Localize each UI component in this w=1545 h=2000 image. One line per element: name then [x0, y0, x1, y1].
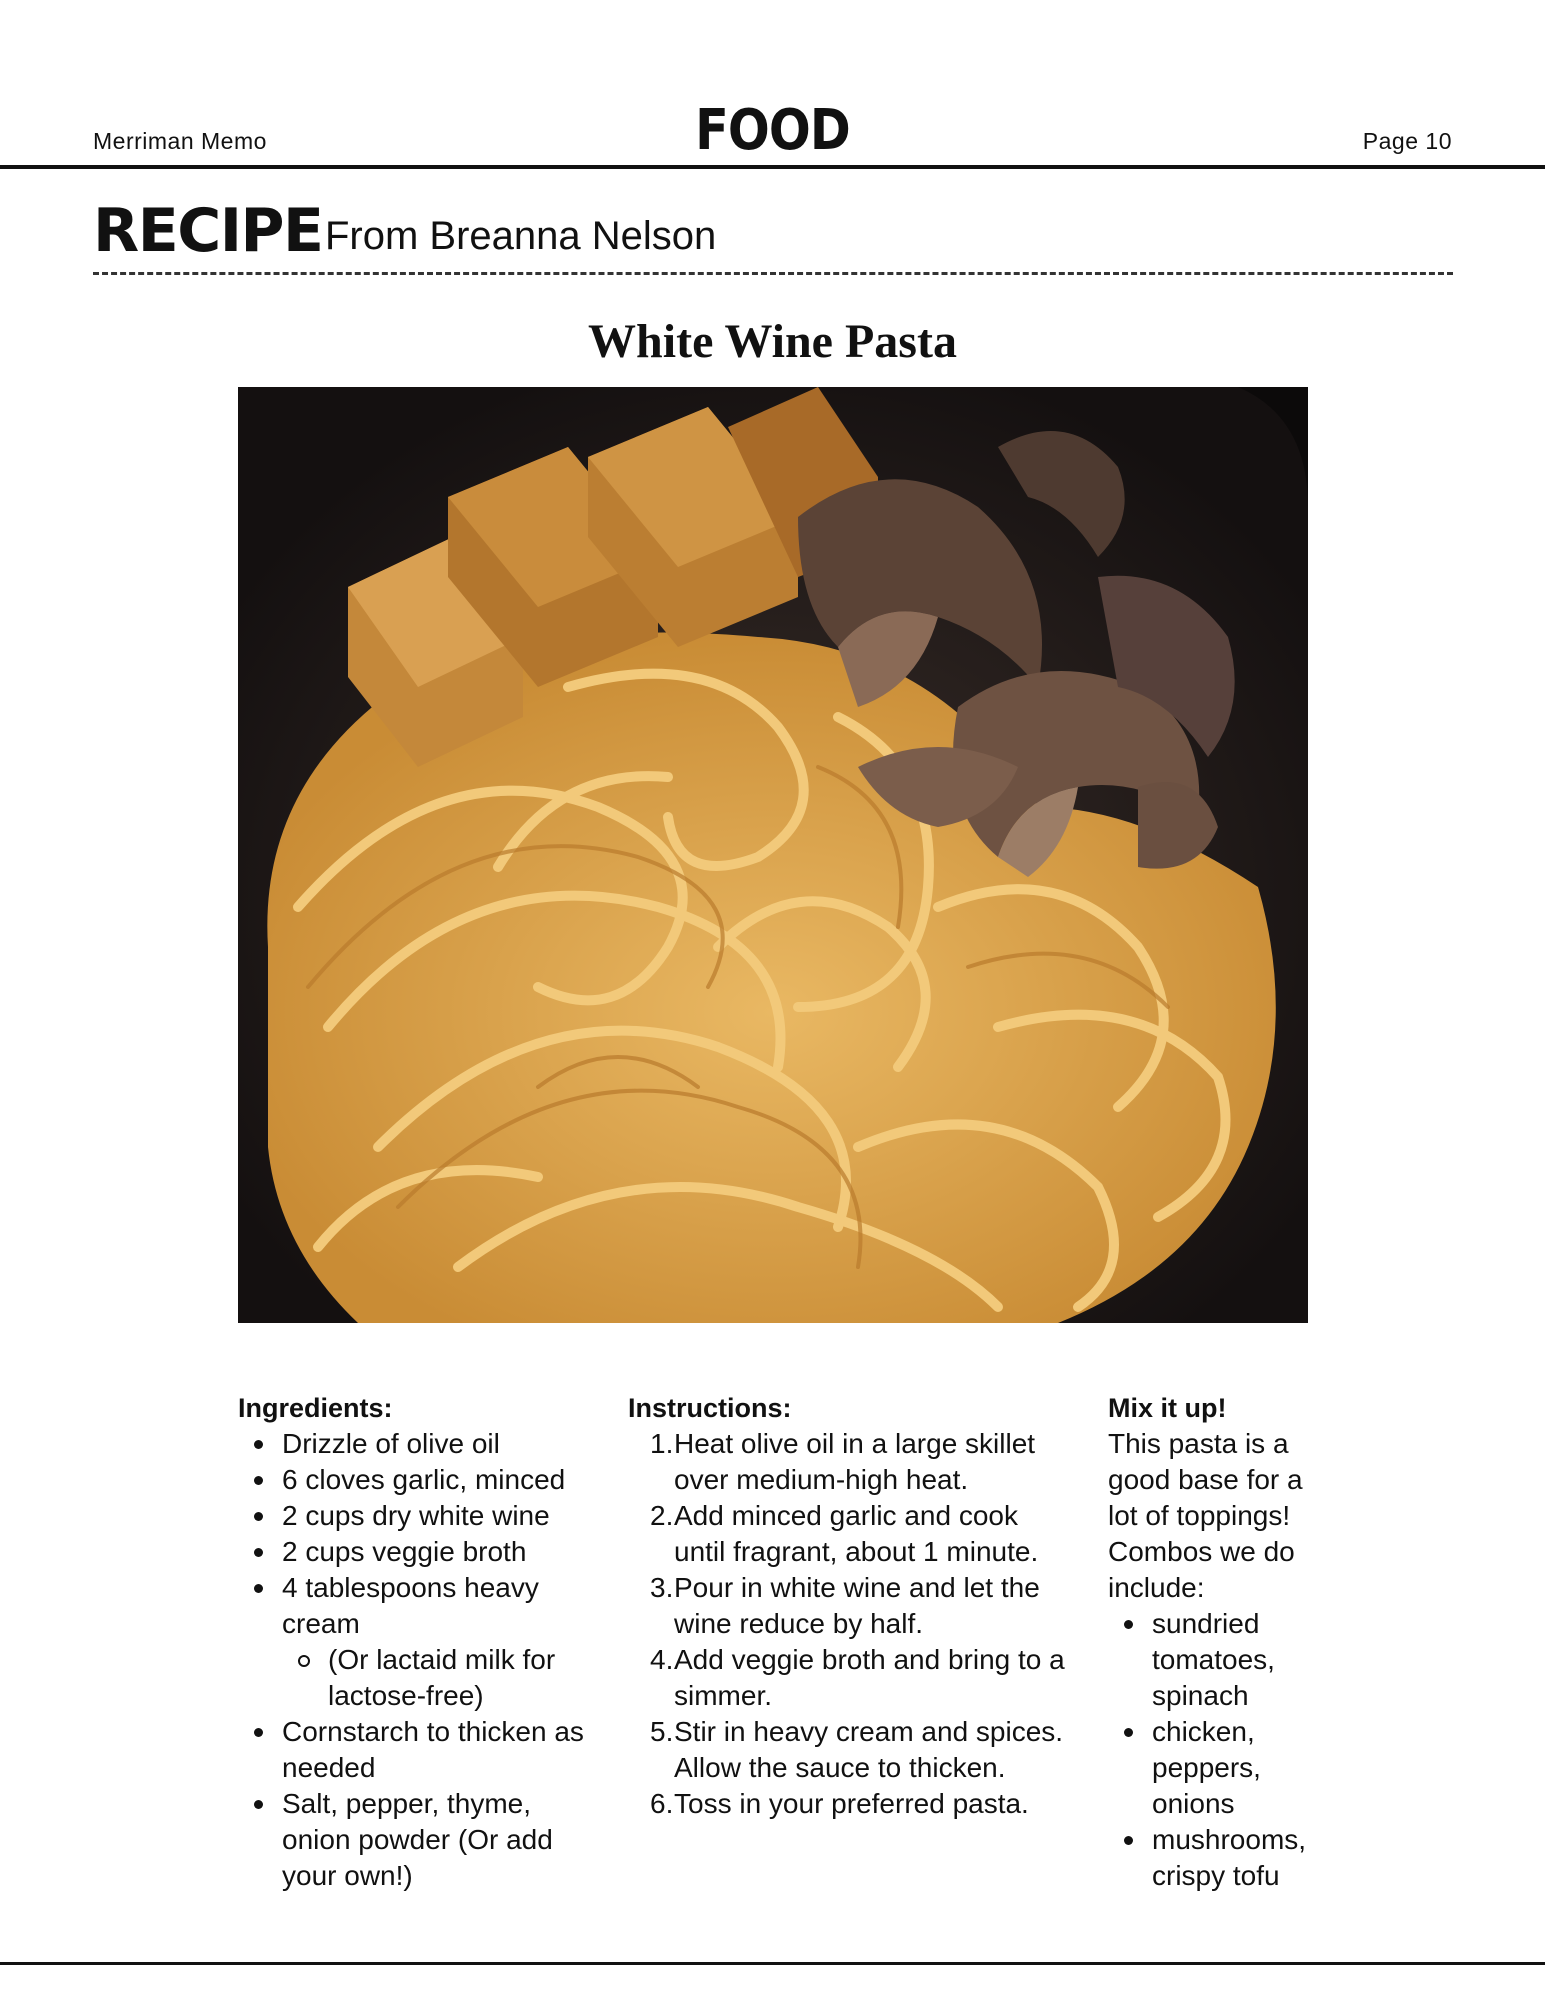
instructions-list [628, 1426, 1068, 1822]
header-divider [0, 165, 1545, 169]
page-number: Page 10 [1362, 128, 1452, 154]
dish-title: White Wine Pasta [588, 315, 957, 368]
list-item: 2 cups veggie broth [282, 1534, 598, 1570]
recipe-heading [93, 196, 1453, 266]
list-item: Drizzle of olive oil [282, 1426, 598, 1462]
instruction-step: Pour in white wine and let the wine reduce by half. [674, 1572, 1040, 1639]
section-title: FOOD [695, 98, 850, 163]
list-item: mushrooms, crispy tofu [1152, 1822, 1328, 1894]
list-item [282, 1570, 598, 1714]
instruction-step: Add veggie broth and bring to a simmer. [674, 1644, 1065, 1711]
list-item-text: 4 tablespoons heavy cream [282, 1572, 539, 1639]
combos-list [1108, 1606, 1328, 1894]
mix-intro: This pasta is a good base for a lot of toppings! Combos we do include: [1108, 1428, 1303, 1603]
instructions-column [628, 1390, 1068, 1822]
footer-divider [0, 1962, 1545, 1965]
ingredients-heading: Ingredients: [238, 1393, 393, 1423]
recipe-label: RECIPE [93, 196, 323, 266]
mix-heading: Mix it up! [1108, 1393, 1227, 1423]
ingredients-column [238, 1390, 598, 1894]
mix-it-up-column [1108, 1390, 1328, 1894]
dashed-divider [93, 272, 1453, 275]
instruction-step: Stir in heavy cream and spices. Allow the sauce to thicken. [674, 1716, 1064, 1783]
instruction-step: Toss in your preferred pasta. [674, 1788, 1029, 1819]
pasta-photo [238, 387, 1308, 1323]
list-item: Salt, pepper, thyme, onion powder (Or add your own!) [282, 1786, 598, 1894]
list-item: chicken, peppers, onions [1152, 1714, 1328, 1822]
list-item: sundried tomatoes, spinach [1152, 1606, 1328, 1714]
instruction-step: Heat olive oil in a large skillet over medium-high heat. [674, 1428, 1036, 1495]
sub-list [282, 1642, 598, 1714]
instructions-heading: Instructions: [628, 1393, 792, 1423]
sub-list-item: (Or lactaid milk for lactose-free) [328, 1642, 598, 1714]
pasta-illustration [238, 387, 1308, 1323]
publication-name: Merriman Memo [93, 128, 267, 154]
recipe-author: From Breanna Nelson [325, 214, 717, 258]
list-item: 2 cups dry white wine [282, 1498, 598, 1534]
list-item: 6 cloves garlic, minced [282, 1462, 598, 1498]
instruction-step: Add minced garlic and cook until fragrant, about 1 minute. [674, 1500, 1039, 1567]
ingredients-list [238, 1426, 598, 1894]
list-item: Cornstarch to thicken as needed [282, 1714, 598, 1786]
page-header [0, 0, 1545, 172]
